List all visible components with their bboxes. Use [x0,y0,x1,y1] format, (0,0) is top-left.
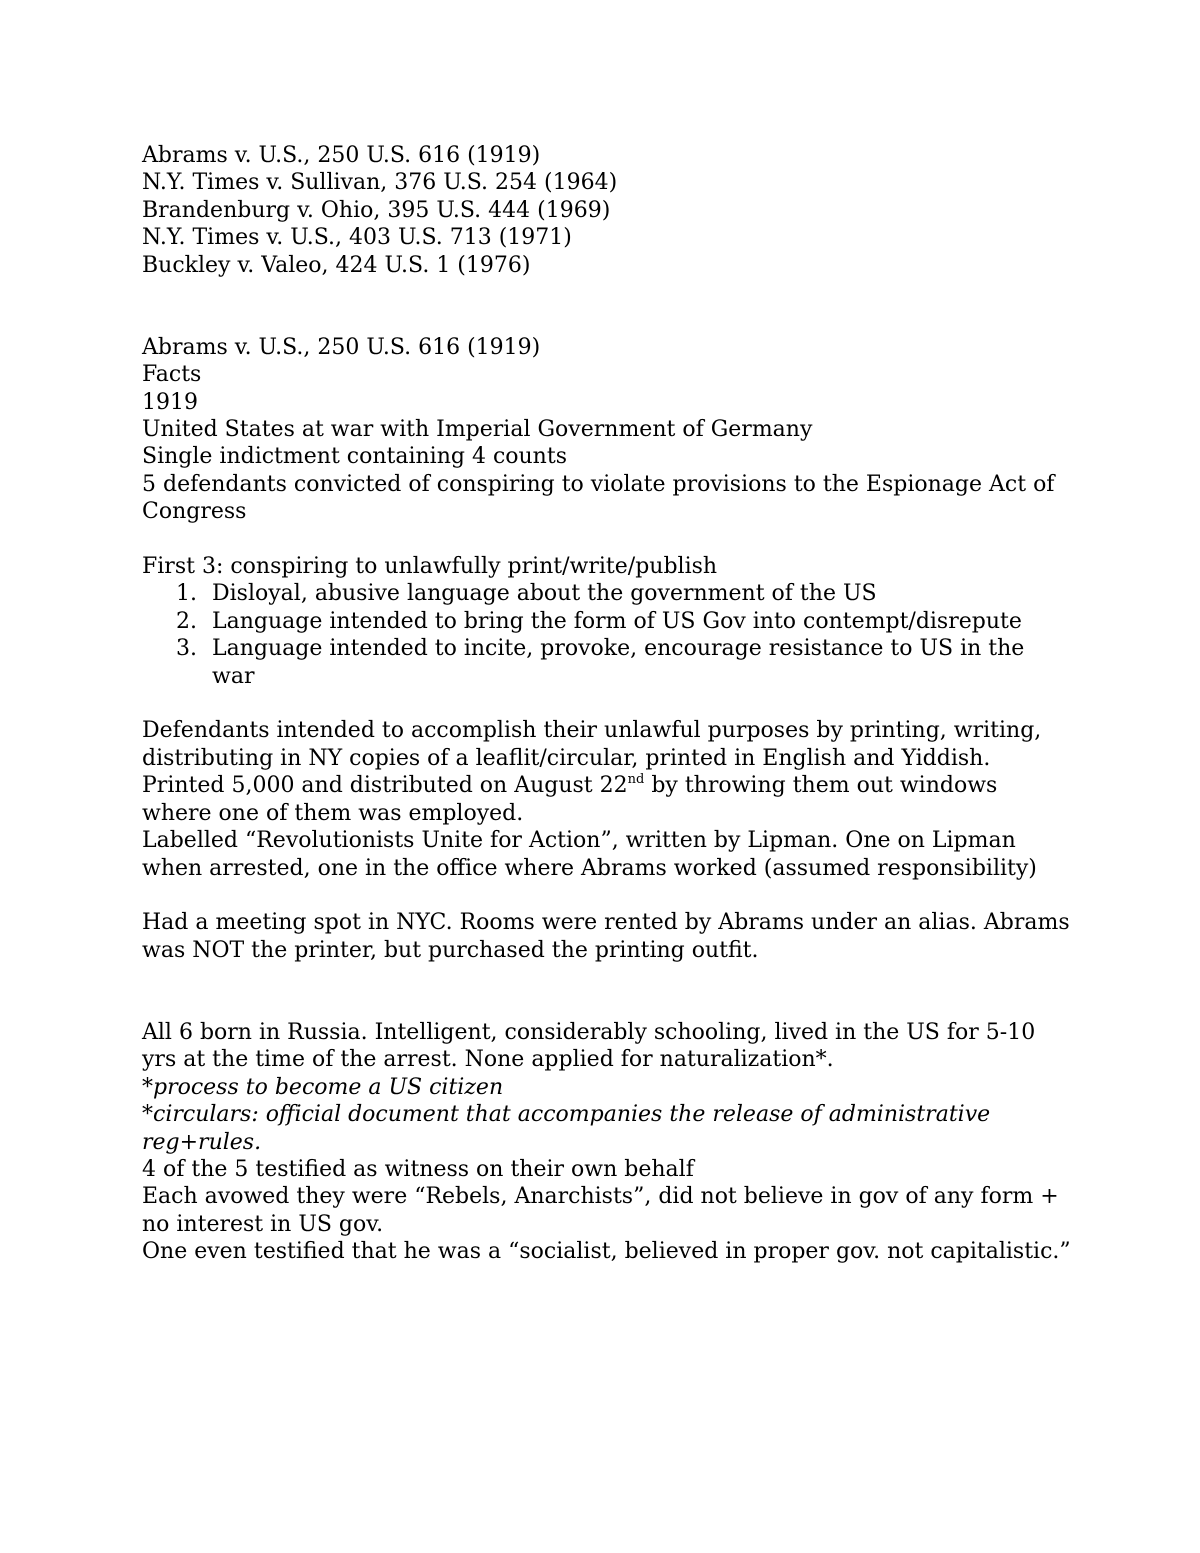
paragraph-labelled: Labelled “Revolutionists Unite for Action”, written by Lipman. One on Lipman when arrested, one in the office where Abrams worked (assumed responsibility) [142,828,1037,881]
document-body [142,142,1072,1266]
fact-convicted: 5 defendants convicted of conspiring to violate provisions to the Espionage Act of Congress [142,471,1055,525]
spacer [142,306,1072,333]
note-naturalization: *process to become a US citizen [142,1074,504,1100]
list-item-text: Language intended to bring the form of US Gov into contempt/disrepute [212,608,1022,634]
spacer [142,992,1072,1019]
year-text: 1919 [142,389,198,415]
printed-text-start: Printed 5,000 and distributed on August 22 [142,773,628,799]
paragraph-russia: All 6 born in Russia. Intelligent, considerably schooling, lived in the US for 5-10 yrs at the time of the arrest. None applied for naturalization*. [142,1019,1036,1073]
paragraph-intent: Defendants intended to accomplish their unlawful purposes by printing, writing, distributing in NY copies of a leaflit/circular, printed in English and Yiddish. [142,718,1042,771]
ordinal-suffix: nd [627,772,645,788]
counts-list [142,580,1072,690]
counts-intro: First 3: conspiring to unlawfully print/write/publish [142,554,718,580]
paragraph-testified: 4 of the 5 testified as witness on their own behalf [142,1156,694,1182]
paragraph-meeting: Had a meeting spot in NYC. Rooms were rented by Abrams under an alias. Abrams was NOT the printer, but purchased the printing outfit. [142,910,1070,963]
spacer [142,690,1072,717]
list-item [142,608,1072,635]
paragraph-avowed: Each avowed they were “Rebels, Anarchists”, did not believe in gov of any form + no interest in US gov. [142,1184,1059,1237]
spacer [142,279,1072,306]
list-number: 1. [176,581,197,607]
list-item-text: Disloyal, abusive language about the government of the US [212,581,877,607]
spacer [142,964,1072,991]
case-citation-buckley: Buckley v. Valeo, 424 U.S. 1 (1976) [142,252,531,278]
printed-text-end: by throwing them out windows where one of them was employed. [142,773,998,826]
case-citation-nyt-sullivan: N.Y. Times v. Sullivan, 376 U.S. 254 (1964) [142,170,618,196]
spacer [142,526,1072,553]
facts-label: Facts [142,362,202,388]
case-citation-brandenburg: Brandenburg v. Ohio, 395 U.S. 444 (1969) [142,197,611,223]
paragraph-printed [142,772,1072,827]
case-citation-abrams: Abrams v. U.S., 250 U.S. 616 (1919) [142,143,541,168]
note-circulars: *circulars: official document that accompanies the release of administrative reg+rules. [142,1102,991,1155]
case-citation-nyt-us: N.Y. Times v. U.S., 403 U.S. 713 (1971) [142,225,572,251]
fact-indictment: Single indictment containing 4 counts [142,444,567,470]
list-item-text: Language intended to incite, provoke, encourage resistance to US in the war [212,636,1025,689]
spacer [142,882,1072,909]
paragraph-socialist: One even testified that he was a “socialist, believed in proper gov. not capitalistic.” [142,1239,1071,1265]
list-item [142,635,1072,690]
list-item [142,580,1072,607]
list-number: 2. [176,608,197,634]
case-heading: Abrams v. U.S., 250 U.S. 616 (1919) [142,334,541,360]
list-number: 3. [176,636,197,662]
fact-war: United States at war with Imperial Government of Germany [142,417,813,443]
